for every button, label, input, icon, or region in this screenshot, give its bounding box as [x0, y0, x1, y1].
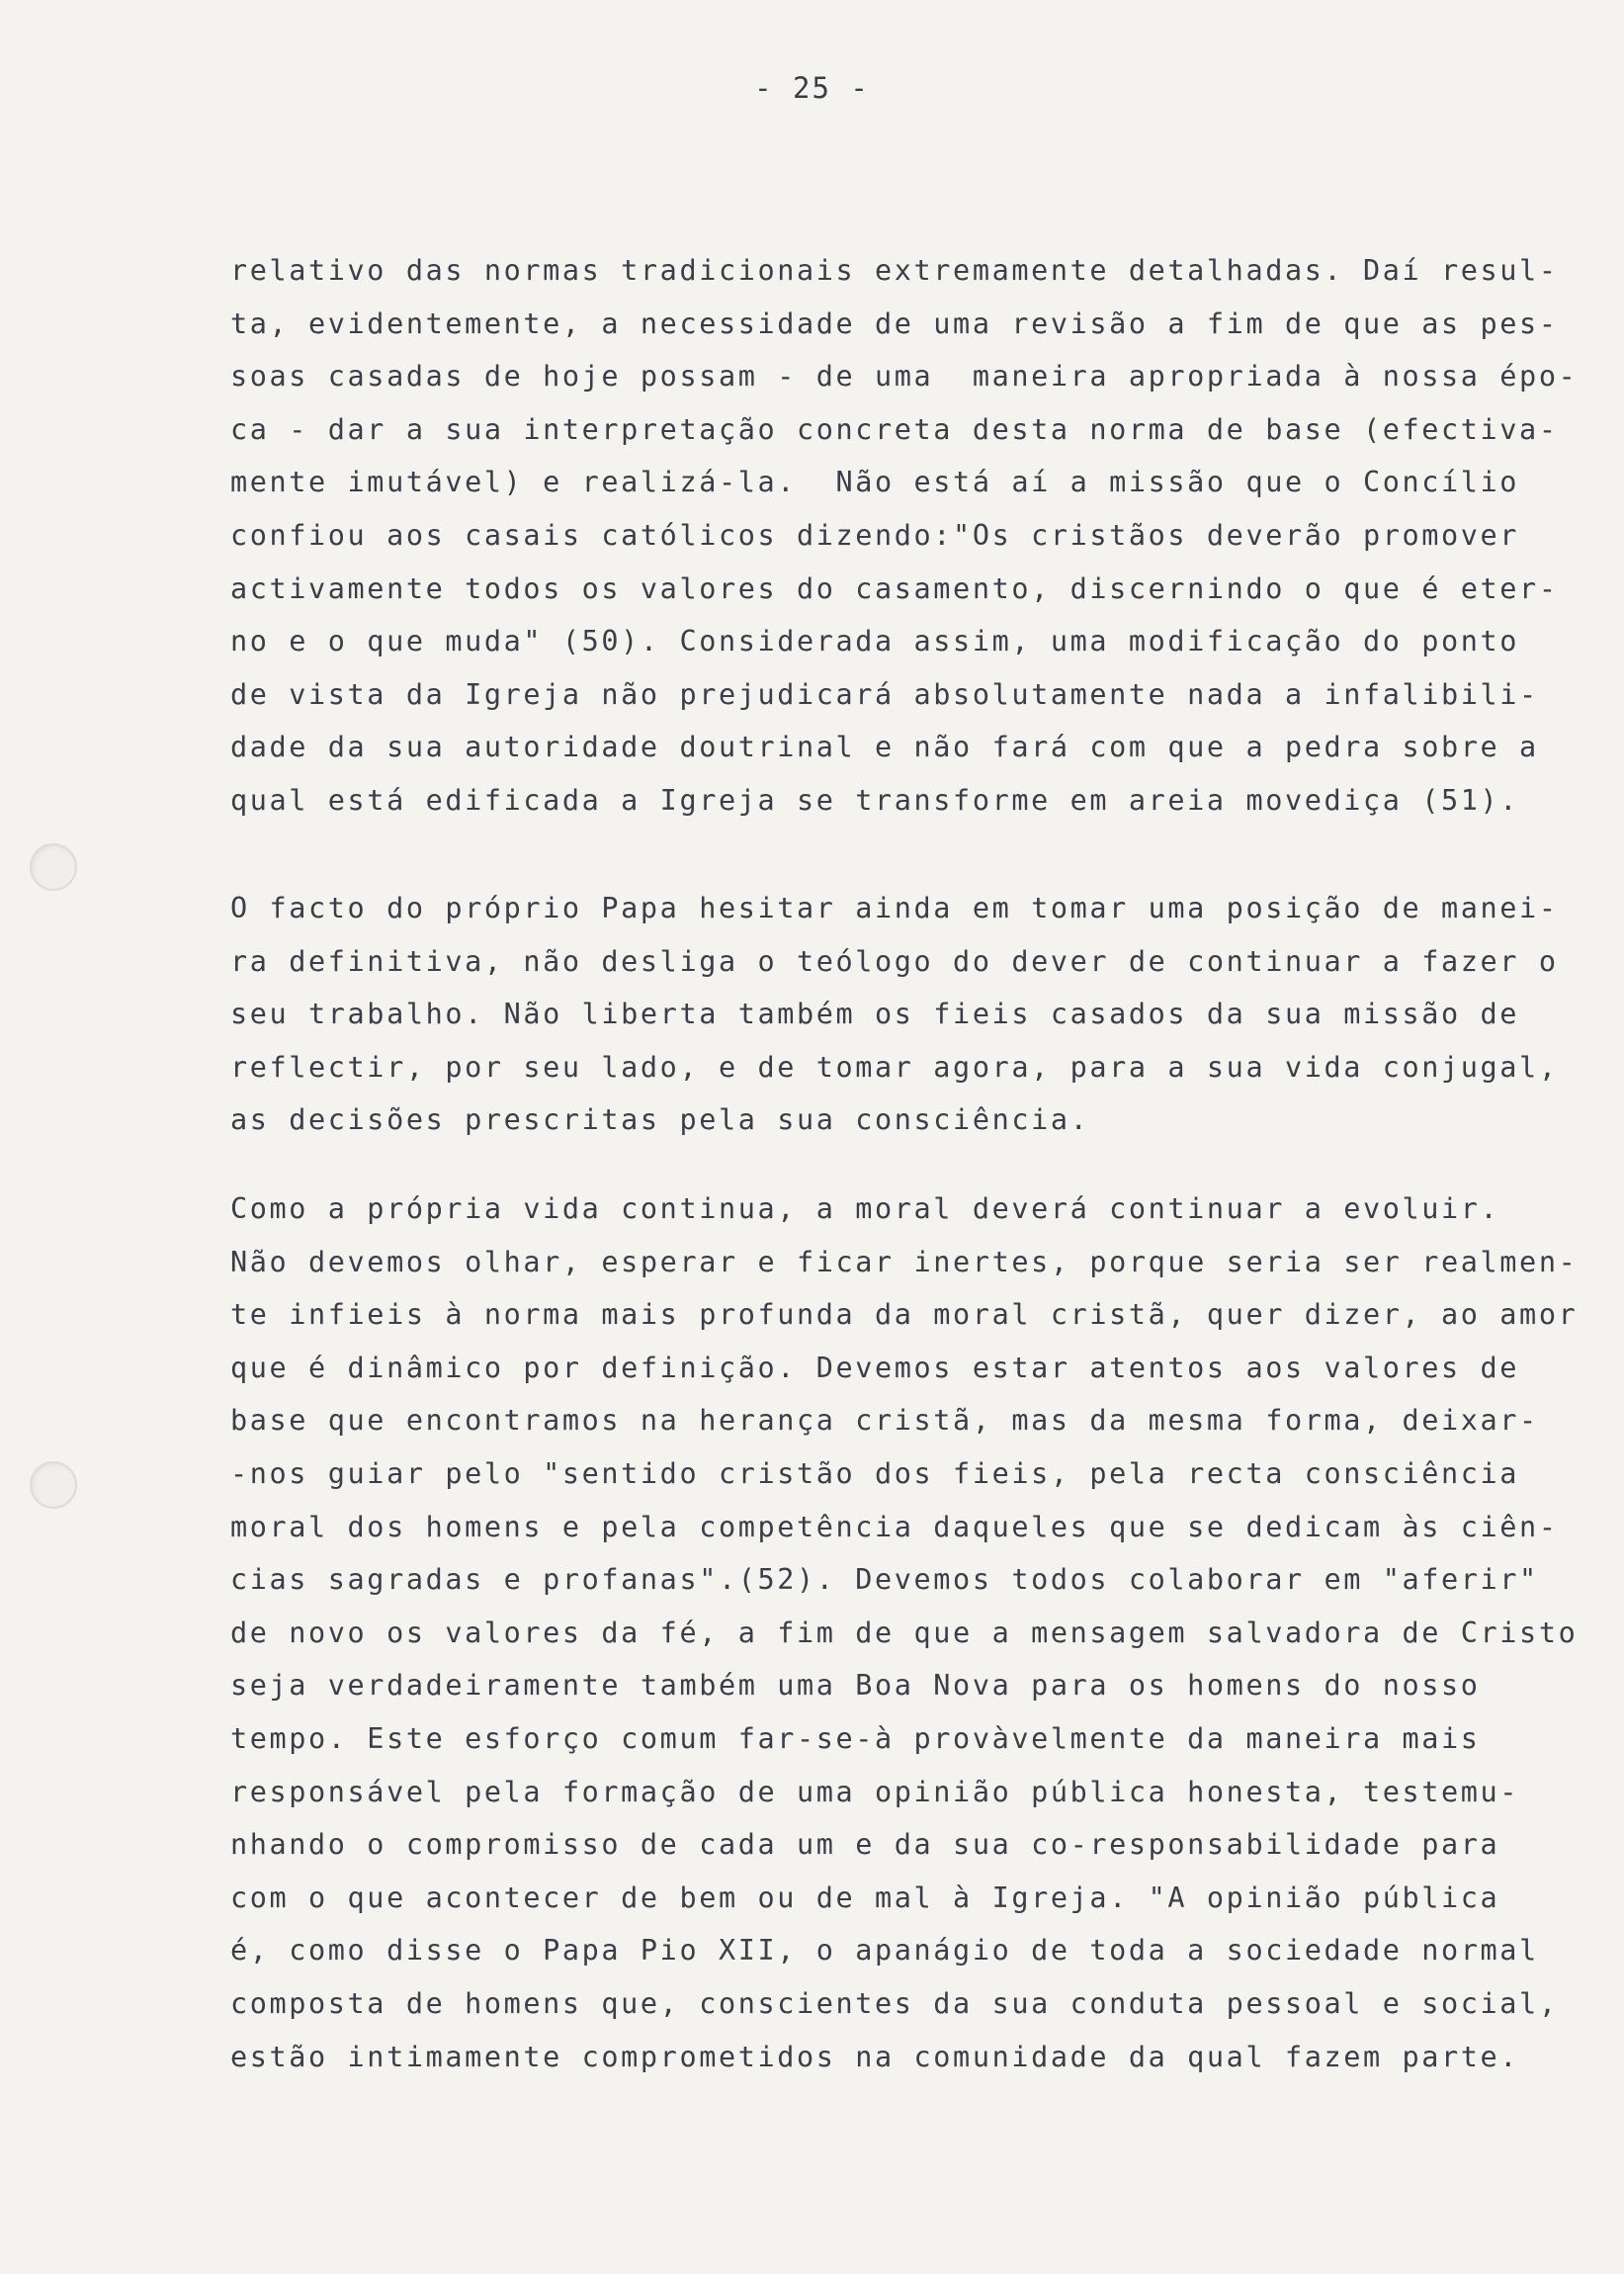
- text-line: dade da sua autoridade doutrinal e não fará com que a pedra sobre a: [230, 731, 1539, 764]
- paragraph-3: [230, 1182, 1584, 2083]
- text-line: responsável pela formação de uma opinião pública honesta, testemu-: [230, 1775, 1520, 1808]
- text-line: com o que acontecer de bem ou de mal à Igreja. "A opinião pública: [230, 1880, 1500, 1914]
- text-line: base que encontramos na herança cristã, mas da mesma forma, deixar-: [230, 1404, 1539, 1438]
- text-line: composta de homens que, conscientes da sua conduta pessoal e social,: [230, 1986, 1559, 2020]
- text-line: moral dos homens e pela competência daqueles que se dedicam às ciên-: [230, 1510, 1559, 1543]
- text-line: soas casadas de hoje possam - de uma maneira apropriada à nossa épo-: [230, 360, 1579, 394]
- text-line: ta, evidentemente, a necessidade de uma revisão a fim de que as pes-: [230, 306, 1559, 340]
- text-line: te infieis à norma mais profunda da moral cristã, quer dizer, ao amor: [230, 1298, 1579, 1332]
- text-line: ca - dar a sua interpretação concreta desta norma de base (efectiva-: [230, 412, 1559, 446]
- text-line: confiou aos casais católicos dizendo:"Os cristãos deverão promover: [230, 518, 1520, 552]
- text-line: O facto do próprio Papa hesitar ainda em tomar uma posição de manei-: [230, 892, 1559, 924]
- text-line: tempo. Este esforço comum far-se-à provàvelmente da maneira mais: [230, 1721, 1481, 1755]
- page-number: - 25 -: [754, 71, 870, 105]
- text-line: de novo os valores da fé, a fim de que a mensagem salvadora de Cristo: [230, 1616, 1579, 1649]
- text-line: reflectir, por seu lado, e de tomar agora, para a sua vida conjugal,: [230, 1050, 1559, 1084]
- text-line: Não devemos olhar, esperar e ficar inertes, porque seria ser realmen-: [230, 1245, 1579, 1278]
- text-line: de vista da Igreja não prejudicará absolutamente nada a infalibili-: [230, 677, 1539, 711]
- punch-hole-mark: [30, 843, 77, 891]
- paragraph-2: [230, 882, 1584, 1147]
- text-line: activamente todos os valores do casamento, discernindo o que é eter-: [230, 571, 1559, 605]
- text-line: -nos guiar pelo "sentido cristão dos fieis, pela recta consciência: [230, 1456, 1520, 1490]
- text-line: mente imutável) e realizá-la. Não está aí a missão que o Concílio: [230, 466, 1520, 499]
- text-line: seu trabalho. Não liberta também os fieis casados da sua missão de: [230, 998, 1520, 1031]
- text-line: estão intimamente comprometidos na comunidade da qual fazem parte.: [230, 2040, 1520, 2073]
- paragraph-1: [230, 244, 1584, 828]
- text-line: nhando o compromisso de cada um e da sua co-responsabilidade para: [230, 1828, 1500, 1862]
- text-line: qual está edificada a Igreja se transforme em areia movediça (51).: [230, 783, 1520, 817]
- text-line: é, como disse o Papa Pio XII, o apanágio de toda a sociedade normal: [230, 1934, 1539, 1968]
- text-line: as decisões prescritas pela sua consciência.: [230, 1103, 1090, 1137]
- text-line: Como a própria vida continua, a moral deverá continuar a evoluir.: [230, 1192, 1500, 1225]
- text-line: ra definitiva, não desliga o teólogo do dever de continuar a fazer o: [230, 944, 1559, 978]
- punch-hole-mark: [30, 1461, 77, 1509]
- text-line: seja verdadeiramente também uma Boa Nova para os homens do nosso: [230, 1669, 1481, 1703]
- text-line: que é dinâmico por definição. Devemos estar atentos aos valores de: [230, 1351, 1520, 1384]
- text-line: no e o que muda" (50). Considerada assim, uma modificação do ponto: [230, 625, 1520, 658]
- text-line: relativo das normas tradicionais extremamente detalhadas. Daí resul-: [230, 254, 1559, 287]
- text-line: cias sagradas e profanas".(52). Devemos todos colaborar em "aferir": [230, 1563, 1539, 1597]
